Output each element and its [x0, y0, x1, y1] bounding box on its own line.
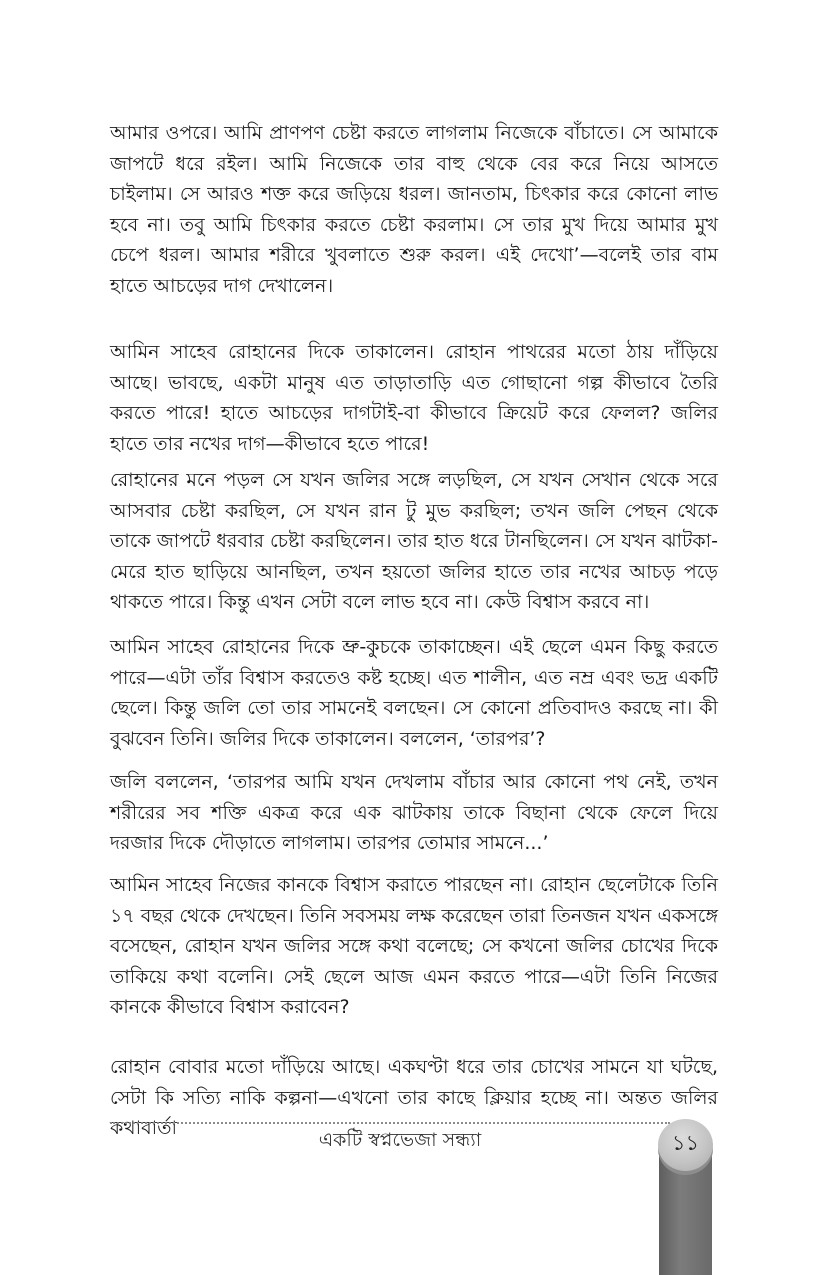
paragraph-5	[110, 767, 718, 859]
page-number: ১১	[671, 1131, 700, 1155]
paragraph-text: আমার ওপরে। আমি প্রাণপণ চেষ্টা করতে লাগলাম নিজেকে বাঁচাতে। সে আমাকে জাপটে ধরে রইল। আমি নিজেকে তার বাহু থেকে বের করে নিয়ে আসতে চাইলাম। সে আরও শক্ত করে জড়িয়ে ধরল। জানতাম, চিৎকার করে কোনো লাভ হবে না। তবু আমি চিৎকার করতে চেষ্টা করলাম। সে তার মুখ দিয়ে আমার মুখ চেপে ধরল। আমার শরীরে খুবলাতে শুরু করল। এই দেখো’—বলেই তার বাম হাতে আচড়ের দাগ দেখালেন।	[110, 122, 718, 297]
paragraph-2	[110, 337, 718, 459]
paragraph-text: আমিন সাহেব রোহানের দিকে তাকালেন। রোহান পাথরের মতো ঠায় দাঁড়িয়ে আছে। ভাবছে, একটা মানুষ এত তাড়াতাড়ি এত গোছানো গল্প কীভাবে তৈরি করতে পারে! হাতে আচড়ের দাগটাই-বা কীভাবে ক্রিয়েট করে ফেলল? জলির হাতে তার নখের দাগ—কীভাবে হতে পারে!	[110, 341, 718, 455]
paragraph-3	[110, 465, 718, 618]
paragraph-4	[110, 632, 718, 754]
paragraph-1	[110, 118, 718, 301]
paragraph-text: রোহানের মনে পড়ল সে যখন জলির সঙ্গে লড়ছিল, সে যখন সেখান থেকে সরে আসবার চেষ্টা করছিল, সে যখন রান টু মুভ করছিল; তখন জলি পেছন থেকে তাকে জাপটে ধরবার চেষ্টা করছিলেন। তার হাত ধরে টানছিলেন। সে যখন ঝাটকা-মেরে হাত ছাড়িয়ে আনছিল, তখন হয়তো জলির হাতে তার নখের আচড় পড়ে থাকতে পারে। কিন্তু এখন সেটা বলে লাভ হবে না। কেউ বিশ্বাস করবে না।	[110, 469, 718, 613]
paragraph-text: আমিন সাহেব রোহানের দিকে ভ্রু-কুচকে তাকাচ্ছেন। এই ছেলে এমন কিছু করতে পারে—এটা তাঁর বিশ্বাস করতেও কষ্ট হচ্ছে। এত শালীন, এত নম্র এবং ভদ্র একটি ছেলে। কিন্তু জলি তো তার সামনেই বলছেন। সে কোনো প্রতিবাদও করছে না। কী বুঝবেন তিনি। জলির দিকে তাকালেন। বললেন, ‘তারপর’?	[110, 636, 718, 750]
paragraph-text: জলি বললেন, ‘তারপর আমি যখন দেখলাম বাঁচার আর কোনো পথ নেই, তখন শরীরের সব শক্তি একত্র করে এক ঝাটকায় তাকে বিছানা থেকে ফেলে দিয়ে দরজার দিকে দৌড়াতে লাগলাম। তারপর তোমার সামনে...’	[110, 771, 718, 854]
footer-divider	[110, 1122, 670, 1124]
paragraph-text: আমিন সাহেব নিজের কানকে বিশ্বাস করাতে পারছেন না। রোহান ছেলেটাকে তিনি ১৭ বছর থেকে দেখছেন। তিনি সবসময় লক্ষ করেছেন তারা তিনজন যখন একসঙ্গে বসেছেন, রোহান যখন জলির সঙ্গে কথা বলেছে; সে কখনো জলির চোখের দিকে তাকিয়ে কথা বলেনি। সেই ছেলে আজ এমন করতে পারে—এটা তিনি নিজের কানকে কীভাবে বিশ্বাস করাবেন?	[110, 874, 718, 1018]
footer-book-title: একটি স্বপ্নভেজা সন্ধ্যা	[318, 1129, 482, 1151]
paragraph-6	[110, 870, 718, 1023]
paragraph-text: রোহান বোবার মতো দাঁড়িয়ে আছে। একঘণ্টা ধরে তার চোখের সামনে যা ঘটছে, সেটা কি সত্যি নাকি কল্পনা—এখনো তার কাছে ক্লিয়ার হচ্ছে না। অন্তত জলির কথাবার্তা	[110, 1056, 718, 1139]
